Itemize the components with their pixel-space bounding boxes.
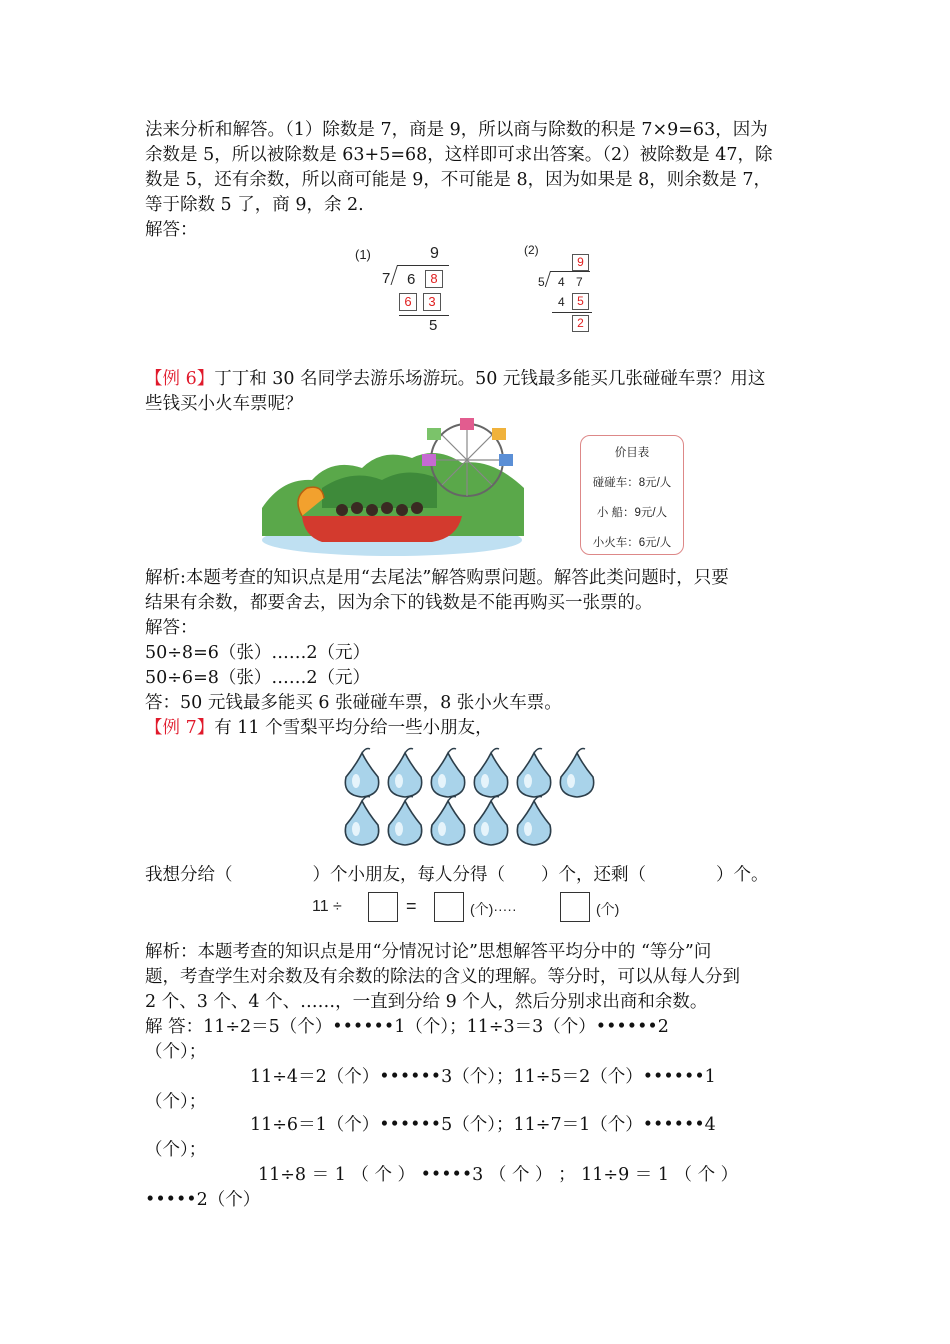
division-formula: 11 ÷ = (个)····· (个) — [312, 890, 642, 924]
pear-icon — [560, 749, 593, 798]
text-line: 11÷8 ＝ 1 （ 个 ） •••••3 （ 个 ） ； 11÷9 ＝ 1 （ 个 ） — [258, 1165, 739, 1185]
blank-box[interactable] — [434, 892, 464, 922]
price-table-title: 价目表 — [614, 447, 650, 459]
answer-box: 6 — [399, 293, 417, 311]
price-row: 小火车：6元/人 — [592, 537, 672, 549]
pear-icon — [345, 749, 378, 798]
question-line: 我想分给（ ）个小朋友，每人分得（ ）个，还剩（ ）个。 — [145, 865, 769, 885]
price-row: 碰碰车：8元/人 — [592, 477, 672, 489]
pear-icon — [431, 797, 464, 846]
pear-icon — [345, 797, 378, 846]
long-division-figure-1: (1) 9 7 6 8 6 3 5 — [355, 245, 455, 337]
text-line: （个）； — [145, 1140, 207, 1160]
example-6-heading — [145, 367, 765, 391]
text-line: 50÷6=8（张）……2（元） — [145, 668, 370, 688]
text-line: 解析：本题考查的知识点是用“分情况讨论”思想解答平均分中的 “等分”问 — [145, 942, 712, 962]
text-line: 11÷6＝1（个）••••••5（个）；11÷7＝1（个）••••••4 — [250, 1115, 716, 1135]
text-line: 结果有余数，都要舍去，因为余下的钱数是不能再购买一张票的。 — [145, 593, 653, 613]
text-line: 余数是 5，所以被除数是 63+5=68，这样即可求出答案。（2）被除数是 47，除 — [145, 145, 773, 165]
blank-box[interactable] — [560, 892, 590, 922]
text-line: 等于除数 5 了，商 9，余 2. — [145, 195, 364, 215]
text-line: 50÷8=6（张）……2（元） — [145, 643, 370, 663]
pear-icon — [388, 749, 421, 798]
answer-box: 9 — [572, 254, 589, 271]
example-tag: 【例 6】 — [145, 369, 215, 389]
text-line: 解答： — [145, 618, 198, 638]
price-row: 小 船：9元/人 — [596, 507, 668, 519]
text-line: 数是 5，还有余数，所以商可能是 9，不可能是 8，因为如果是 8，则余数是 7， — [145, 170, 771, 190]
example-tag: 【例 7】 — [145, 718, 215, 738]
text-line: （个）； — [145, 1042, 207, 1062]
answer-box: 2 — [572, 315, 589, 332]
text-line: 2 个、3 个、4 个、……，一直到分给 9 个人，然后分别求出商和余数。 — [145, 992, 708, 1012]
pear-icon — [517, 797, 550, 846]
amusement-park-illustration — [262, 418, 524, 558]
text-line: 些钱买小火车票呢？ — [145, 394, 303, 414]
text-line: 法来分析和解答。（1）除数是 7，商是 9，所以商与除数的积是 7×9=63，因为 — [145, 120, 768, 140]
answer-box: 3 — [423, 293, 441, 311]
pear-icon — [474, 749, 507, 798]
text-line: 解析:本题考查的知识点是用“去尾法”解答购票问题。解答此类问题时，只要 — [145, 568, 729, 588]
pear-icon — [474, 797, 507, 846]
pear-icon — [388, 797, 421, 846]
answer-box: 5 — [572, 293, 589, 310]
blank-box[interactable] — [368, 892, 398, 922]
text-line: 11÷4＝2（个）••••••3（个）；11÷5＝2（个）••••••1 — [250, 1067, 716, 1087]
text-line: 答：50 元钱最多能买 6 张碰碰车票，8 张小火车票。 — [145, 693, 562, 713]
pears-illustration — [340, 745, 604, 849]
example-text: 有 11 个雪梨平均分给一些小朋友， — [214, 718, 493, 738]
price-table — [580, 435, 684, 555]
pear-icon — [517, 749, 550, 798]
text-line: （个）； — [145, 1092, 207, 1112]
text-line: 题，考查学生对余数及有余数的除法的含义的理解。等分时，可以从每人分到 — [145, 967, 740, 987]
answer-box: 8 — [425, 270, 443, 288]
pear-icon — [431, 749, 464, 798]
text-line: •••••2（个） — [145, 1190, 261, 1210]
example-7-heading — [145, 716, 493, 740]
example-text: 丁丁和 30 名同学去游乐场游玩。50 元钱最多能买几张碰碰车票？用这 — [214, 369, 766, 389]
answer-label: 解答： — [145, 220, 198, 240]
text-line: 解 答：11÷2＝5（个）••••••1（个）；11÷3＝3（个）••••••2 — [145, 1017, 669, 1037]
long-division-figure-2: (2) 9 5 4 7 4 5 2 — [520, 243, 600, 335]
